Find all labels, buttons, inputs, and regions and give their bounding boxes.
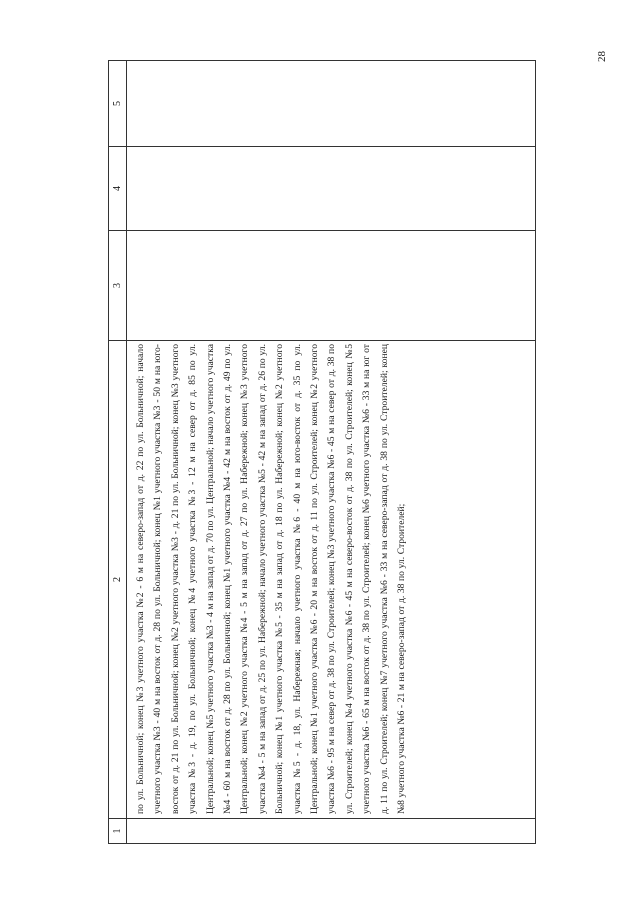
- cell-col-5: [127, 61, 536, 147]
- table-header-row: [109, 61, 127, 844]
- cell-col-3: [127, 231, 536, 341]
- header-col-2: 2: [109, 341, 127, 819]
- cell-col-2: [127, 341, 536, 819]
- header-col-1: 1: [109, 819, 127, 844]
- boundary-description-text: по ул. Больничной; конец №3 учетного участка №2 - 6 м на северо-запад от д. 22 по ул. Больничной; начало учетного участка №3 - 40 м на восток от д. 28 по ул. Больничной; конец №1 учетного участка №3 - 50 м на юго-восток от д. 21 по ул. Больничной; конец №2 учетного участка №3 - д. 21 по ул. Больничной; конец №3 учетного участка №3 - д. 19, по ул. Больничной; конец №4 учетного участка №3 - 12 м на север от д. 85 по ул. Центральной; конец №5 учетного участка №3 - 4 м на запад от д. 70 по ул. Центральной; начало учетного участка №4 - 60 м на восток от д. 28 по ул. Больничной; конец №1 учетного участка №4 - 42 м на восток от д. 49 по ул. Центральной; конец №2 учетного участка №4 - 5 м на запад от д. 27 по ул. Набережной; конец №3 учетного участка №4 - 5 м на запад от д. 25 по ул. Набережной; начало учетного участка №5 - 42 м на запад от д. 26 по ул. Больничной; конец №1 учетного участка №5 - 35 м на запад от д. 18 по ул. Набережной; конец №2 учетного участка №5 - д. 18, ул. Набережная; начало учетного участка №6 - 40 м на юго-восток от д. 35 по ул. Центральной; конец №1 учетного участка №6 - 20 м на восток от д. 11 по ул. Строителей; конец №2 учетного участка №6 - 95 м на север от д. 38 по ул. Строителей; конец №3 учетного участка №6 - 45 м на север от д. 38 по ул. Строителей; конец №4 учетного участка №6 - 45 м на северо-восток от д. 38 по ул. Строителей; конец №5 учетного участка №6 - 65 м на восток от д. 38 по ул. Строителей; конец №6 учетного участка №6 - 33 м на юг от д. 11 по ул. Строителей; конец №7 учетного участка №6 - 33 м на северо-запад от д. 38 по ул. Строителей; конец №8 учетного участка №6 - 21 м на северо-запад от д. 38 по ул. Строителей;: [135, 344, 408, 814]
- rotated-page-content: [108, 61, 536, 844]
- page-number: 28: [596, 51, 608, 62]
- table-row: [127, 61, 536, 844]
- cell-col-1: [127, 819, 536, 844]
- header-col-5: 5: [109, 61, 127, 147]
- header-col-4: 4: [109, 147, 127, 231]
- header-col-3: 3: [109, 231, 127, 341]
- cell-col-4: [127, 147, 536, 231]
- document-table: [108, 60, 536, 844]
